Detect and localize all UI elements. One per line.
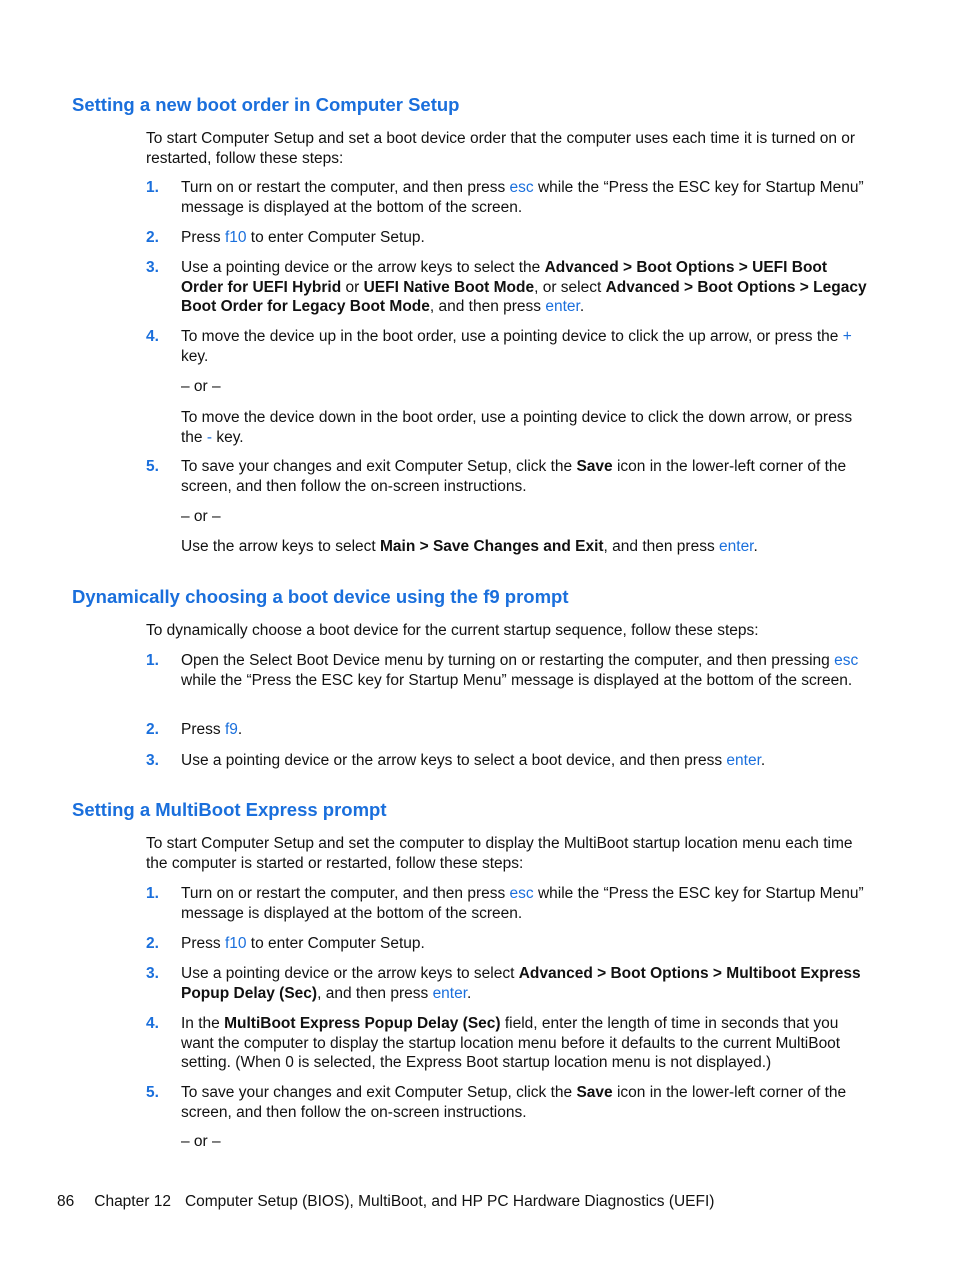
- intro-paragraph: To start Computer Setup and set the computer to display the MultiBoot startup location menu each time the computer is started or restarted, follow these steps:: [146, 835, 853, 872]
- chapter-title: Computer Setup (BIOS), MultiBoot, and HP PC Hardware Diagnostics (UEFI): [184, 1193, 715, 1210]
- section-heading-multiboot: Setting a MultiBoot Express prompt: [72, 799, 387, 820]
- step-text: To save your changes and exit Computer Setup, click the Save icon in the lower-left corner of the screen, and then follow the on-screen instructions.: [181, 1084, 847, 1121]
- step-number: 1.: [146, 885, 159, 902]
- step-number: 1.: [146, 179, 159, 196]
- step-number: 3.: [146, 965, 159, 982]
- step-text: In the MultiBoot Express Popup Delay (Sec) field, enter the length of time in seconds that you want the computer to display the startup location menu before it defaults to the current MultiBoot setting. (When 0 is selected, the Express Boot startup location menu is not displayed.): [181, 1015, 841, 1071]
- key-enter: enter: [432, 984, 468, 1002]
- step-number: 4.: [146, 1015, 159, 1032]
- step-text: Use the arrow keys to select Main > Save Changes and Exit, and then press enter.: [181, 538, 758, 555]
- chapter-label: Chapter 12: [94, 1193, 171, 1210]
- step-text: To move the device up in the boot order, use a pointing device to click the up arrow, or press the + key.: [181, 328, 852, 365]
- step-text: To save your changes and exit Computer Setup, click the Save icon in the lower-left corner of the screen, and then follow the on-screen instructions.: [181, 458, 847, 495]
- key-minus: -: [206, 428, 213, 446]
- step-text: Use a pointing device or the arrow keys to select the Advanced > Boot Options > UEFI Boot Order for UEFI Hybrid or UEFI Native Boot Mode, or select Advanced > Boot Options > Legacy Boot Order for Legacy Boot Mode, and then press enter.: [181, 259, 867, 315]
- key-esc: esc: [834, 652, 859, 669]
- key-enter: enter: [545, 298, 580, 315]
- key-f9: f9: [224, 721, 238, 738]
- step-number: 1.: [146, 652, 159, 669]
- step-text: Use a pointing device or the arrow keys to select a boot device, and then press enter.: [181, 752, 766, 769]
- page-footer: [57, 1192, 714, 1212]
- step-text: To move the device down in the boot order, use a pointing device to click the down arrow, or press the - key.: [181, 409, 853, 446]
- key-esc: esc: [509, 885, 534, 902]
- step-number: 2.: [146, 721, 159, 738]
- step-number: 5.: [146, 458, 159, 475]
- key-plus: +: [842, 328, 852, 345]
- section-heading-f9-prompt: Dynamically choosing a boot device using the f9 prompt: [72, 586, 569, 607]
- step-number: 3.: [146, 752, 159, 769]
- step-text: Turn on or restart the computer, and then press esc while the “Press the ESC key for Startup Menu” message is displayed at the bottom of the screen.: [181, 179, 864, 216]
- intro-paragraph: To start Computer Setup and set a boot device order that the computer uses each time it is turned on or restarted, follow these steps:: [146, 130, 856, 167]
- step-text: Press f10 to enter Computer Setup.: [181, 935, 425, 952]
- step-number: 3.: [146, 259, 159, 276]
- step-text: Open the Select Boot Device menu by turning on or restarting the computer, and then pressing esc while the “Press the ESC key for Startup Menu” message is displayed at the bottom of the screen.: [181, 652, 859, 689]
- step-number: 5.: [146, 1084, 159, 1101]
- or-separator: – or –: [181, 378, 221, 395]
- step-text: Press f9.: [181, 721, 243, 738]
- key-enter: enter: [719, 538, 754, 555]
- key-f10: f10: [224, 229, 247, 246]
- step-text: Press f10 to enter Computer Setup.: [181, 229, 425, 246]
- step-number: 4.: [146, 328, 159, 345]
- key-f10: f10: [224, 935, 247, 952]
- step-number: 2.: [146, 229, 159, 246]
- key-esc: esc: [509, 179, 534, 196]
- step-text: Use a pointing device or the arrow keys to select Advanced > Boot Options > Multiboot Express Popup Delay (Sec), and then press enter.: [181, 965, 861, 1002]
- page-number: 86: [57, 1193, 75, 1210]
- intro-paragraph: To dynamically choose a boot device for the current startup sequence, follow these steps:: [146, 622, 759, 639]
- section-heading-boot-order: Setting a new boot order in Computer Setup: [72, 94, 460, 115]
- step-text: Turn on or restart the computer, and then press esc while the “Press the ESC key for Startup Menu” message is displayed at the bottom of the screen.: [181, 885, 864, 922]
- step-number: 2.: [146, 935, 159, 952]
- or-separator: – or –: [181, 1133, 221, 1150]
- or-separator: – or –: [181, 508, 221, 525]
- key-enter: enter: [726, 752, 761, 769]
